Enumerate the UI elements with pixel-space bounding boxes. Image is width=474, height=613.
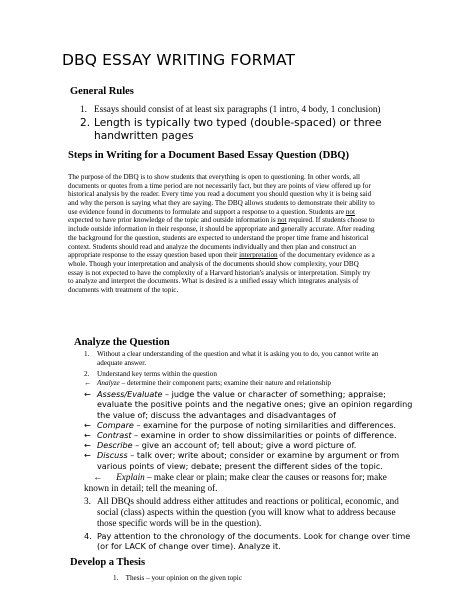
general-rules-heading: General Rules bbox=[70, 86, 134, 97]
analyze-item bbox=[84, 531, 454, 551]
paragraph-line: whole. Though your interpretation and analysis of the documents should show complexity, your DBQ bbox=[68, 259, 359, 268]
list-text: Without a clear understanding of the question and what it is asking you to do, you cannot write an adequate answer. bbox=[97, 350, 379, 367]
list-number: 2. bbox=[84, 369, 90, 378]
list-number: 3. bbox=[84, 495, 91, 506]
term-name: Analyze bbox=[97, 379, 120, 388]
paragraph-line: to analyze and interpret the documents. What is desired is a unified essay which integrates analysis of bbox=[68, 277, 359, 286]
list-text: Analyze – determine their component parts; examine their nature and relationship bbox=[97, 379, 331, 388]
list-text: Contrast – examine in order to show dissimilarities or points of difference. bbox=[97, 430, 397, 440]
list-text: All DBQs should address either attitudes and reactions or political, economic, and social (class) aspects within the question (you will know what to address because those specific words will be in the question). bbox=[97, 495, 399, 529]
paragraph-line: the background for the question, students are expected to understand the proper time frame and historical bbox=[68, 233, 369, 242]
term-name: Explain bbox=[116, 471, 145, 482]
arrow-bullet-icon: ← bbox=[84, 419, 91, 430]
arrow-bullet-icon: ← bbox=[84, 379, 92, 388]
analyze-item bbox=[84, 350, 454, 368]
paragraph-line: context. Students should read and analyze the documents individually and then plan and construct an bbox=[68, 242, 357, 251]
general-rules-list bbox=[80, 104, 382, 143]
page-title: DBQ ESSAY WRITING FORMAT bbox=[62, 51, 296, 69]
paragraph-line: documents or quotes from a time period are not necessarily fact, but they are points of view offered up for bbox=[68, 181, 371, 190]
analyze-item bbox=[84, 389, 454, 420]
analyze-item bbox=[84, 370, 454, 379]
term-name: Compare bbox=[97, 419, 134, 430]
paragraph-line: and why the person is saying what they are saying. The DBQ allows students to demonstrate their ability to bbox=[68, 199, 375, 208]
paragraph-line: The purpose of the DBQ is to show students that everything is open to questioning. In other words, all bbox=[68, 173, 360, 181]
term-name: Describe bbox=[97, 440, 133, 451]
list-number: 1. bbox=[84, 350, 90, 358]
list-number: 1. bbox=[80, 104, 87, 114]
analyze-list bbox=[84, 350, 454, 551]
term-name: Discuss bbox=[97, 450, 128, 461]
arrow-bullet-icon: ← bbox=[84, 389, 91, 400]
general-rule-item bbox=[80, 117, 382, 143]
list-number: 4. bbox=[84, 530, 92, 541]
arrow-bullet-icon: ← bbox=[84, 450, 91, 461]
paragraph-line: historical analysis by the reader. Every time you read a document you should question why it is being said bbox=[68, 190, 372, 199]
list-text: Pay attention to the chronology of the documents. Look for change over time (or for LACK of change over time). Analyze it. bbox=[97, 530, 411, 552]
steps-paragraph bbox=[68, 173, 420, 295]
list-text: Length is typically two typed (double-spaced) or three handwritten pages bbox=[94, 117, 382, 142]
thesis-heading: Develop a Thesis bbox=[70, 557, 146, 568]
paragraph-line: appropriate response to the essay question based upon their interpretation of the documentary evidence as a bbox=[68, 251, 375, 260]
analyze-item bbox=[84, 450, 454, 470]
analyze-item bbox=[84, 496, 454, 530]
paragraph-line: use evidence found in documents to formulate and support a response to a question. Students are not bbox=[68, 207, 355, 216]
list-text: Describe – give an account of; tell about; give a word picture of. bbox=[97, 440, 357, 451]
term-name: Contrast bbox=[97, 430, 132, 440]
arrow-bullet-icon: ← bbox=[84, 440, 91, 451]
analyze-heading: Analyze the Question bbox=[74, 337, 170, 348]
list-text: Understand key terms within the question bbox=[97, 369, 217, 378]
paragraph-line: essay is not expected to have the complexity of a Harvard historian's analysis or interpretation. Simply try bbox=[68, 268, 371, 277]
steps-heading: Steps in Writing for a Document Based Essay Question (DBQ) bbox=[68, 150, 350, 161]
list-text: ← Explain – make clear or plain; make clear the causes or reasons for; make known in detail; tell the meaning of. bbox=[84, 471, 387, 494]
paragraph-line: include outside information in their response, it should be appropriate and generally accurate. After reading bbox=[68, 225, 375, 234]
list-text: Essays should consist of at least six paragraphs (1 intro, 4 body, 1 conclusion) bbox=[94, 104, 381, 114]
analyze-item bbox=[84, 379, 454, 388]
general-rule-item bbox=[80, 104, 382, 115]
list-number: 2. bbox=[80, 117, 91, 129]
underlined-text: interpretation bbox=[239, 251, 278, 260]
thesis-item: 1. Thesis – your opinion on the given topic bbox=[113, 574, 242, 582]
underlined-text: not bbox=[345, 207, 355, 216]
list-text: Assess/Evaluate – judge the value or character of something; appraise; evaluate the positive points and the negative ones; give an opinion regarding the value of; discuss the advantages and disadvantages of bbox=[97, 389, 413, 420]
term-name: Assess/Evaluate bbox=[97, 389, 163, 400]
analyze-item bbox=[84, 440, 454, 450]
paragraph-line: documents with treatment of the topic. bbox=[68, 285, 179, 294]
list-text: Discuss – talk over; write about; consider or examine by argument or from various points of view; debate; present the different sides of the topic. bbox=[97, 450, 400, 471]
analyze-item bbox=[84, 472, 454, 495]
paragraph-line: expected to have prior knowledge of the topic and outside information is not required. If students choose to bbox=[68, 216, 375, 225]
arrow-bullet-icon: ← bbox=[84, 430, 91, 440]
analyze-item bbox=[84, 420, 454, 430]
list-text: Compare – examine for the purpose of noting similarities and differences. bbox=[97, 419, 397, 430]
analyze-item bbox=[84, 430, 454, 440]
underlined-text: not bbox=[277, 216, 287, 225]
